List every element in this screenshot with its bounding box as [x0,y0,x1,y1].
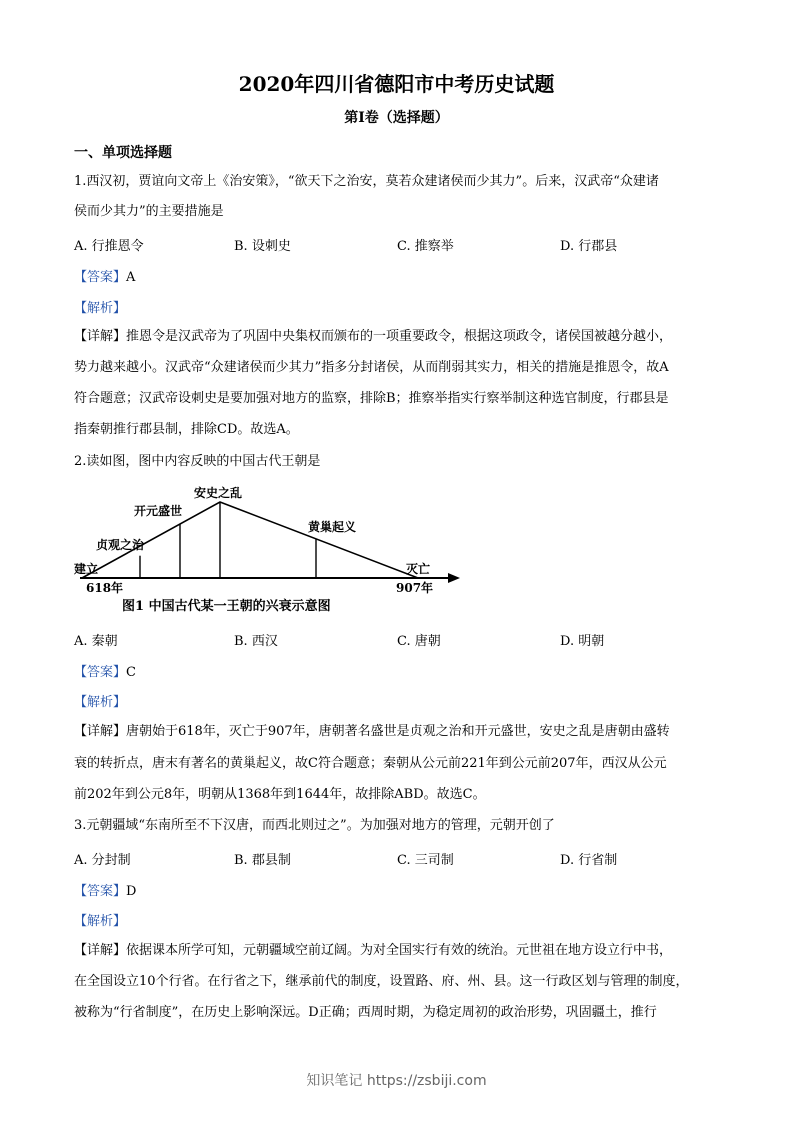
question-3-detail-line-2: 在全国设立10个行省。在行省之下，继承前代的制度，设置路、府、州、县。这一行政区划与管理的制度， [74,974,689,989]
question-1-option-d: D. 行郡县 [560,239,618,254]
question-3-stem: 3.元朝疆域“东南所至不下汉唐，而西北则过之”。为加强对地方的管理，元朝开创了 [74,818,555,833]
label-end-year: 907年 [396,581,434,595]
question-1-option-a: A. 行推恩令 [74,239,144,254]
dynasty-rise-fall-diagram [70,484,470,619]
question-2-detail-line-1: 【详解】唐朝始于618年，灭亡于907年，唐朝著名盛世是贞观之治和开元盛世，安史之乱是唐朝由盛转 [74,724,670,739]
question-2-option-a: A. 秦朝 [74,634,118,649]
question-2-option-c: C. 唐朝 [397,634,441,649]
label-zhenguan: 贞观之治 [96,538,145,552]
label-fall: 灭亡 [406,562,431,576]
answer-value: A [126,270,136,285]
question-1-option-c: C. 推察举 [397,239,454,254]
question-1-detail-line-4: 指秦朝推行郡县制，排除CD。故选A。 [74,422,299,437]
question-2-detail-line-3: 前202年到公元8年，明朝从1368年到1644年，故排除ABD。故选C。 [74,787,486,802]
label-start-year: 618年 [86,581,124,595]
question-3-detail-line-3: 被称为“行省制度”，在历史上影响深远。D正确；西周时期，为稳定周初的政治形势，巩固疆土，推行 [74,1005,657,1020]
question-3-option-b: B. 郡县制 [234,853,291,868]
question-1-stem-line-2: 侯而少其力”的主要措施是 [74,204,224,219]
page-title: 2020年四川省德阳市中考历史试题 [238,72,555,96]
answer-tag: 【答案】 [74,884,127,899]
question-3-option-c: C. 三司制 [397,853,454,868]
question-2-stem: 2.读如图，图中内容反映的中国古代王朝是 [74,454,321,469]
answer-value: C [126,665,136,680]
question-3-answer [74,880,136,899]
question-2-analysis-tag: 【解析】 [74,695,127,710]
answer-value: D [126,884,137,899]
question-2-option-d: D. 明朝 [560,634,605,649]
answer-tag: 【答案】 [74,270,127,285]
label-kaiyuan: 开元盛世 [134,504,183,518]
question-1-detail-line-1: 【详解】推恩令是汉武帝为了巩固中央集权而颁布的一项重要政令，根据这项政令，诸侯国被越分越小， [74,329,673,344]
question-2-detail-line-2: 衰的转折点，唐末有著名的黄巢起义，故C符合题意；秦朝从公元前221年到公元前207年，西汉从公元 [74,756,667,771]
footer-watermark: 知识笔记 https://zsbiji.com [306,1073,487,1089]
label-huangchao: 黄巢起义 [308,520,357,534]
section-heading: 一、单项选择题 [74,145,172,161]
label-founded: 建立 [74,562,99,576]
page-subtitle: 第Ⅰ卷（选择题） [344,110,449,126]
question-2-answer [74,661,136,680]
question-1-analysis-tag: 【解析】 [74,301,127,316]
question-3-option-d: D. 行省制 [560,853,618,868]
question-2-option-b: B. 西汉 [234,634,278,649]
axis-arrow-icon [448,573,460,583]
answer-tag: 【答案】 [74,665,127,680]
question-1-detail-line-2: 势力越来越小。汉武帝“众建诸侯而少其力”指多分封诸侯，从而削弱其实力，相关的措施是推恩令，故A [74,360,669,375]
label-anshi: 安史之乱 [194,486,243,500]
question-1-option-b: B. 设刺史 [234,239,291,254]
question-1-stem-line-1: 1.西汉初，贾谊向文帝上《治安策》，“欲天下之治安，莫若众建诸侯而少其力”。后来，汉武帝“众建诸 [74,174,659,189]
question-3-analysis-tag: 【解析】 [74,914,127,929]
question-3-detail-line-1: 【详解】依据课本所学可知，元朝疆域空前辽阔。为对全国实行有效的统治。元世祖在地方设立行中书， [74,943,673,958]
question-1-answer [74,266,135,285]
figure-caption: 图1 中国古代某一王朝的兴衰示意图 [122,599,331,614]
question-3-option-a: A. 分封制 [74,853,131,868]
question-1-detail-line-3: 符合题意；汉武帝设刺史是要加强对地方的监察，排除B；推察举指实行察举制这种选官制度，行郡县是 [74,391,669,406]
